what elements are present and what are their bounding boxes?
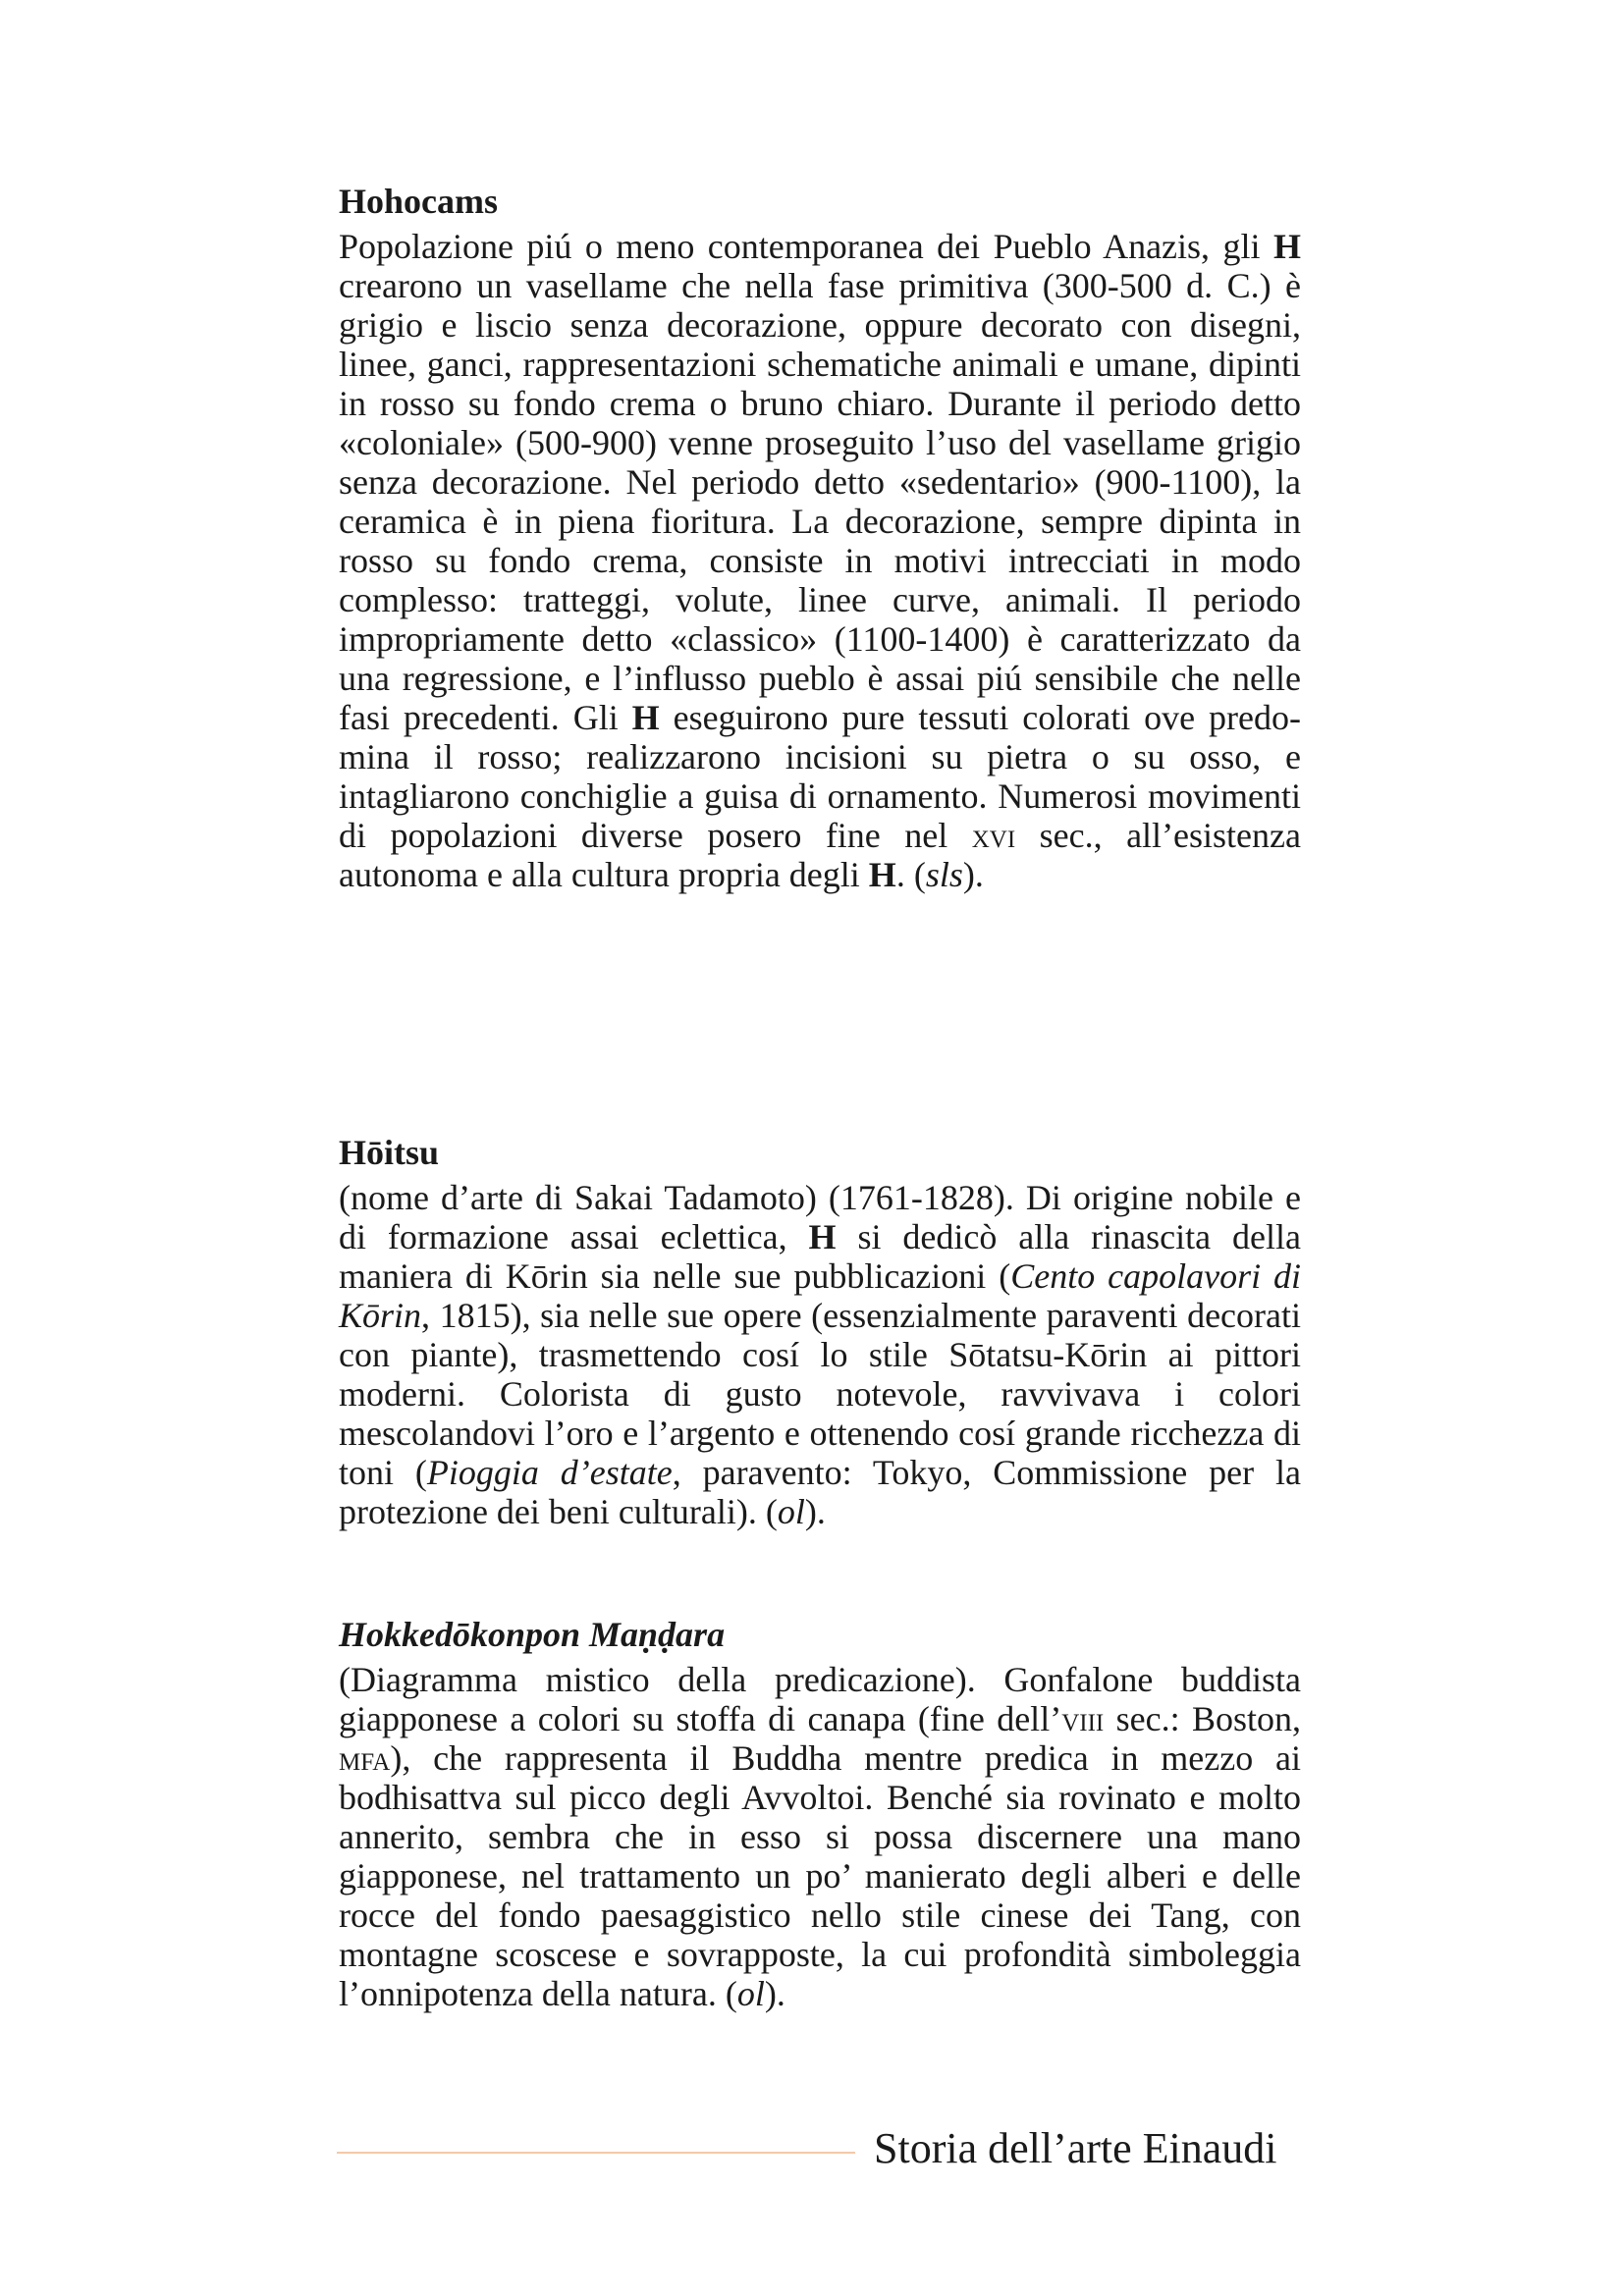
body-text: . (: [895, 855, 926, 894]
italic-text: Pioggia d’estate: [426, 1453, 673, 1492]
footer-publisher: Storia dell’arte Einaudi: [874, 2124, 1277, 2172]
entry-hoitsu: [339, 1133, 1301, 1531]
body-text: si dedicò alla rinascita della maniera di Kōrin sia nelle sue pubblicazioni (: [339, 1217, 1301, 1296]
entry-abbreviation: H: [868, 855, 896, 894]
small-caps-text: mfa: [339, 1738, 391, 1778]
body-text: ).: [764, 1974, 785, 2013]
body-text: , 1815), sia nelle sue opere (essenzialmente paraventi decorati con piante), trasmettendo cosí lo stile Sōtatsu-Kōrin ai pittori moderni. Colorista di gusto notevole, ravvivava i colori mescolandovi l’oro e l’argento e ottenendo cosí grande ricchezza di toni (: [339, 1296, 1301, 1492]
italic-text: sls: [925, 855, 963, 894]
entry-hokkedokonpon-mandara: [339, 1615, 1301, 2013]
footer-rule: [337, 2152, 855, 2154]
entry-title: Hōitsu: [339, 1133, 440, 1172]
italic-text: Cento capolavori di Kōrin: [339, 1256, 1301, 1335]
entry-title: Hohocams: [339, 182, 498, 221]
body-text: ).: [962, 855, 984, 894]
body-text: Popolazione piú o meno contemporanea dei Pueblo Anazis, gli: [339, 227, 1273, 266]
italic-text: ol: [736, 1974, 765, 2013]
body-text: ), che rappresenta il Buddha mentre predica in mezzo ai bodhisattva sul picco degli Avvoltoi. Benché sia rovinato e molto annerito, sembra che in esso si possa discernere una mano giapponese, nel trattamento un po’ manierato degli alberi e delle rocce del fondo paesaggistico nello stile cinese dei Tang, con montagne scoscese e sovrapposte, la cui profondità simboleggia l’onnipotenza della natura. (: [339, 1738, 1301, 2013]
entry-body: [339, 1178, 1301, 1531]
small-caps-text: xvi: [971, 816, 1016, 855]
body-text: crearono un vasellame che nella fase primitiva (300-500 d. C.) è grigio e liscio senza decorazione, oppure decorato con disegni, linee, ganci, rappresentazioni schematiche animali e umane, dipinti in rosso su fondo crema o bruno chiaro. Durante il periodo detto «coloniale» (500-900) venne proseguito l’uso del vasellame grigio senza decorazione. Nel periodo detto «sedentario» (900-1100), la ceramica è in piena fioritura. La decorazione, sempre dipinta in rosso su fondo crema, consiste in motivi intrecciati in modo complesso: tratteggi, volute, linee curve, animali. Il periodo impropriamente detto «classico» (1100-1400) è caratterizzato da una regressione, e l’influsso pueblo è assai piú sensibile che nelle fasi precedenti. Gli: [339, 266, 1301, 737]
entry-abbreviation: H: [1272, 227, 1301, 266]
body-text: (nome d’arte di Sakai Tadamoto) (1761-1828). Di origine nobile e di formazione assai eclettica,: [339, 1178, 1301, 1256]
entry-hohocams: [339, 182, 1301, 894]
body-text: sec.: Boston,: [1104, 1699, 1301, 1738]
small-caps-text: viii: [1061, 1699, 1105, 1738]
body-text: , paravento: Tokyo, Commissione per la protezione dei beni culturali). (: [339, 1453, 1302, 1531]
entry-abbreviation: H: [631, 698, 660, 737]
entry-body: [339, 227, 1301, 894]
entry-abbreviation: H: [808, 1217, 837, 1256]
body-text: sec., all’esistenza autonoma e alla cultura propria degli: [339, 816, 1301, 894]
body-text: (Diagramma mistico della predicazione). Gonfalone buddista giapponese a colori su stoffa di canapa (fine dell’: [339, 1660, 1301, 1738]
entry-title: Hokkedōkonpon Maṇḍara: [339, 1615, 726, 1654]
body-text: ).: [804, 1492, 826, 1531]
body-text: eseguirono pure tessuti colorati ove predomina il rosso; realizzarono incisioni su pietra o su osso, e intagliarono conchiglie a guisa di ornamento. Numerosi movimenti di popolazioni diverse posero fine nel: [339, 698, 1302, 855]
entry-body: [339, 1660, 1301, 2013]
italic-text: ol: [777, 1492, 805, 1531]
